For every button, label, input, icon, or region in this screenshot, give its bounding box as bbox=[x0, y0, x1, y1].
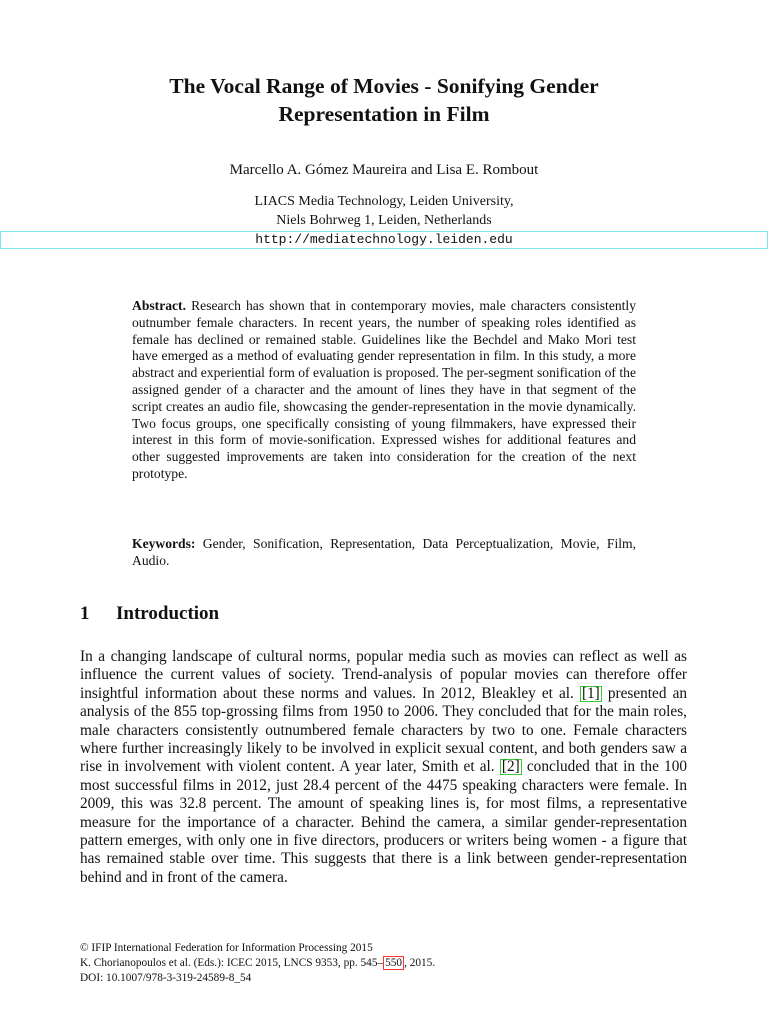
keywords-text: Gender, Sonification, Representation, Data Perceptualization, Movie, Film, Audio. bbox=[132, 536, 636, 568]
keywords-label: Keywords: bbox=[132, 536, 196, 551]
title-line-2: Representation in Film bbox=[278, 102, 490, 126]
footer bbox=[80, 941, 700, 986]
affiliation-url-link[interactable]: http://mediatechnology.leiden.edu bbox=[0, 231, 768, 249]
citation-link-1[interactable]: [1] bbox=[581, 684, 600, 702]
intro-paragraph bbox=[80, 648, 687, 887]
abstract-label: Abstract. bbox=[132, 298, 186, 313]
citation-link-2[interactable]: [2] bbox=[501, 758, 520, 776]
paper-title bbox=[60, 72, 708, 128]
authors: Marcello A. Gómez Maureira and Lisa E. Rombout bbox=[229, 162, 539, 178]
citation-line bbox=[80, 956, 700, 971]
section-heading bbox=[80, 602, 219, 626]
section-number: 1 bbox=[80, 603, 90, 624]
copyright-line: © IFIP International Federation for Information Processing 2015 bbox=[80, 942, 373, 954]
citation-post: , 2015. bbox=[404, 957, 436, 969]
affiliation bbox=[0, 192, 768, 249]
doi-line: DOI: 10.1007/978-3-319-24589-8_54 bbox=[80, 972, 252, 984]
page-link[interactable]: 550 bbox=[385, 957, 403, 969]
intro-text-3: concluded that in the 100 most successful films in 2012, just 28.4 percent of the 4475 speaking characters were female. In 2009, this was 32.8 percent. The amount of speaking lines is, for most films, a representative measure for the importance of a character. Behind the camera, a similar gender-representation pattern emerges, with only one in five directors, producers or writers being women - a figure that has remained stable over time. This suggests that there is a link between gender-representation behind and in front of the camera. bbox=[80, 758, 687, 886]
section-title: Introduction bbox=[116, 603, 220, 624]
abstract-text: Research has shown that in contemporary movies, male characters consistently outnumber female characters. In recent years, the number of speaking roles identified as female has declined or remained stable. Guidelines like the Bechdel and Mako Mori test have emerged as a method of evaluating gender representation in film. In this study, a more abstract and experiential form of evaluation is proposed. The per-segment sonification of the assigned gender of a character and the amount of lines they have in that segment of the script creates an audio file, showcasing the gender-representation in the movie dynamically. Two focus groups, one specifically consisting of young filmmakers, have expressed their interest in this form of movie-sonification. Expressed wishes for additional features and other suggested improvements are taken into consideration for the creation of the next prototype. bbox=[132, 298, 636, 481]
affiliation-line-1: LIACS Media Technology, Leiden University, bbox=[254, 194, 514, 209]
title-line-1: The Vocal Range of Movies - Sonifying Gender bbox=[169, 74, 599, 98]
affiliation-line-2: Niels Bohrweg 1, Leiden, Netherlands bbox=[276, 213, 492, 228]
intro-text-2: presented an analysis of the 855 top-grossing films from 1950 to 2006. They concluded that for the main roles, male characters consistently outnumbered female characters by two to one. Female characters where further increasingly likely to be involved in explicit sexual content, and both genders saw a rise in involvement with violent content. A year later, Smith et al. bbox=[80, 684, 688, 776]
url-wrapper bbox=[0, 231, 768, 249]
intro-text-1: In a changing landscape of cultural norms, popular media such as movies can reflect as well as influence the current values of society. Trend-analysis of popular movies can therefore offer insightful information about these norms and values. In 2012, Bleakley et al. bbox=[80, 648, 687, 702]
citation-pre: K. Chorianopoulos et al. (Eds.): ICEC 2015, LNCS 9353, pp. 545– bbox=[80, 957, 384, 969]
abstract bbox=[132, 298, 636, 483]
keywords bbox=[132, 535, 636, 569]
